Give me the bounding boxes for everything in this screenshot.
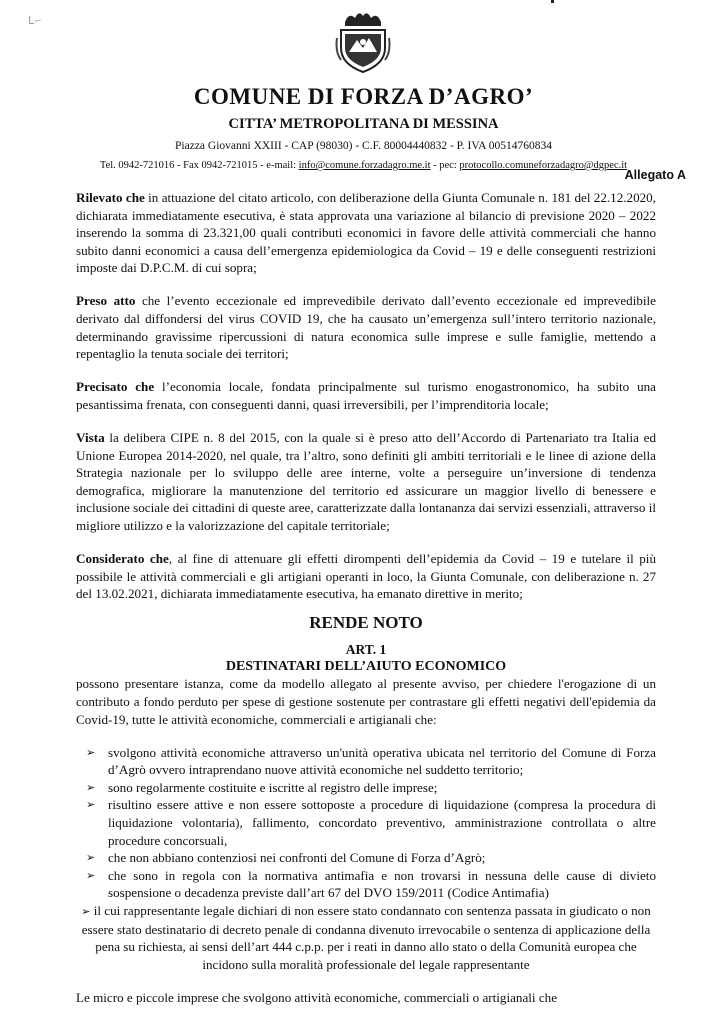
contacts-prefix: Tel. 0942-721016 - Fax 0942-721015 - e-mail: [99,160,299,171]
document-body [76,189,656,1022]
article-intro: possono presentare istanza, come da modello allegato al presente avviso, per chiedere l'erogazione di un contributo a fondo perduto per spese di gestione sostenute per contrastare gli effetti negativi dell'epidemia da Covid-19, tutte le attività economiche, commerciali e artigianali che: [76,676,656,727]
arrow-bullet-icon: ➢ [81,905,91,918]
article-title: DESTINATARI DELL’AIUTO ECONOMICO [225,659,507,675]
paragraph-considerato [76,550,656,603]
paragraph-text: che l’evento eccezionale ed imprevedibile derivato dall’evento eccezionale ed imprevedibile derivato dal diffondersi del virus COVID 19, che ha causato un’emergenza sull’intero territorio nazionale, determinando gravissime ripercussioni di natura economica sulle imprese e sulle famiglie, mettendo a repentaglio la tenuta sociale dei territori; [76,293,656,362]
list-item-text: risultino essere attive e non essere sottoposte a procedure di liquidazione (compresa la procedura di liquidazione volontaria), fallimento, concordato preventivo, amministrazione controllata o altre procedure concorsuali, [108,797,656,848]
contacts-line [0,160,727,172]
arrow-bullet-icon: ➢ [86,780,96,794]
list-item-text: che non abbiano contenziosi nei confronti del Comune di Forza d’Agrò; [108,850,486,866]
list-item [76,849,656,867]
paragraph-lead: Vista [76,430,105,446]
arrow-bullet-icon: ➢ [86,868,96,882]
list-item [76,796,656,849]
paragraph-lead: Considerato che [76,551,169,567]
scan-dot [551,0,554,3]
arrow-bullet-icon: ➢ [86,798,96,812]
paragraph-vista [76,429,656,535]
municipality-title: COMUNE DI FORZA D’AGRO’ [193,84,534,109]
article-number: ART. 1 [345,642,387,658]
paragraph-text: , al fine di attenuare gli effetti dirompenti dell’epidemia da Covid – 19 e tutelare il più possibile le attività commerciali e gli artigiani operanti in loco, la Giunta Comunale, con deliberazione n. 27 del 13.02.2021, dichiarata immediatamente esecutiva, ha emanato direttive in merito; [76,551,656,602]
metropolitan-city-subtitle: CITTA’ METROPOLITANA DI MESSINA [228,116,499,132]
arrow-bullet-icon: ➢ [86,745,96,759]
list-item [76,867,656,902]
attachment-label: Allegato A [624,168,686,182]
rende-noto-heading: RENDE NOTO [309,613,423,633]
municipal-crest-icon [335,8,391,74]
list-item-text: il cui rappresentante legale dichiari di non essere stato condannato con sentenza passata in giudicato o non essere stato destinatario di decreto penale di condanna divenuto irrevocabile o sentenza di applicazione della pena su richiesta, ai sensi dell’art 444 c.p.p. per i reati in danno allo stato o della Comunità europea che incidono sulla moralità professionale del legale rappresentante [81,903,651,972]
paragraph-rilevato [76,189,656,277]
paragraph-text: in attuazione del citato articolo, con deliberazione della Giunta Comunale n. 181 del 22.12.2020, dichiarata immediatamente esecutiva, è stata approvata una variazione al bilancio di previsione 2020 – 2022 inserendo la somma di 23.321,00 quali contributi economici in favore delle attività commerciali che hanno subito danni economici a causa dell’emergenza epidemiologica da Covid – 19 e delle conseguenti restrizioni imposte dai D.P.C.M. di cui sopra; [76,190,657,276]
requirements-list [76,744,656,902]
paragraph-lead: Rilevato che [76,190,145,205]
letterhead [0,84,727,172]
continuation-text: Le micro e piccole imprese che svolgono attività economiche, commerciali o artigianali che [76,989,558,1005]
list-item [76,744,656,779]
list-item-text: che sono in regola con la normativa antimafia e non trovarsi in nessuna delle cause di divieto sospensione o decadenza previste dall’art 67 del DVO 159/2011 (Codice Antimafia) [108,867,656,901]
pec-link[interactable]: protocollo.comuneforzadagro@dgpec.it [459,160,628,171]
email-link[interactable]: info@comune.forzadagro.me.it [298,160,431,171]
list-item [76,779,656,797]
list-item-text: sono regolarmente costituite e iscritte al registro delle imprese; [108,779,438,795]
paragraph-text: l’economia locale, fondata principalmente sul turismo enogastronomico, ha subito una pesantissima frenata, con conseguenti danni, quasi irreversibili, per l’imprenditoria locale; [76,379,656,412]
pec-prefix: - pec: [430,160,460,171]
list-item-centered [76,902,656,973]
paragraph-precisato [76,378,656,413]
scan-corner-mark: ᒪ⌐ [28,15,43,27]
paragraph-text: la delibera CIPE n. 8 del 2015, con la quale si è preso atto dell’Accordo di Partenariato tra Italia ed Unione Europea 2014-2020, nel quale, tra l’altro, sono definiti gli ambiti territoriali e le linee di azione della Strategia nazionale per lo sviluppo delle aree interne, volte a perseguire un’inversione di tendenza demografica, migliorare la manutenzione del territorio ed assicurare un maggior livello di benessere e inclusione sociale dei cittadini di queste aree, caratterizzate dalla lontananza dai servizi essenziali, attraverso il migliore utilizzo e la valorizzazione del capitale territoriale; [76,430,656,533]
list-item-text: svolgono attività economiche attraverso un'unità operativa ubicata nel territorio del Comune di Forza d’Agrò ovvero intraprendano nuove attività economiche nel suddetto territorio; [108,744,656,778]
paragraph-lead: Preso atto [76,293,136,309]
arrow-bullet-icon: ➢ [86,851,96,865]
address-line: Piazza Giovanni XXIII - CAP (98030) - C.F. 80004440832 - P. IVA 00514760834 [175,140,552,152]
paragraph-preso-atto [76,292,656,362]
paragraph-lead: Precisato che [76,379,155,395]
